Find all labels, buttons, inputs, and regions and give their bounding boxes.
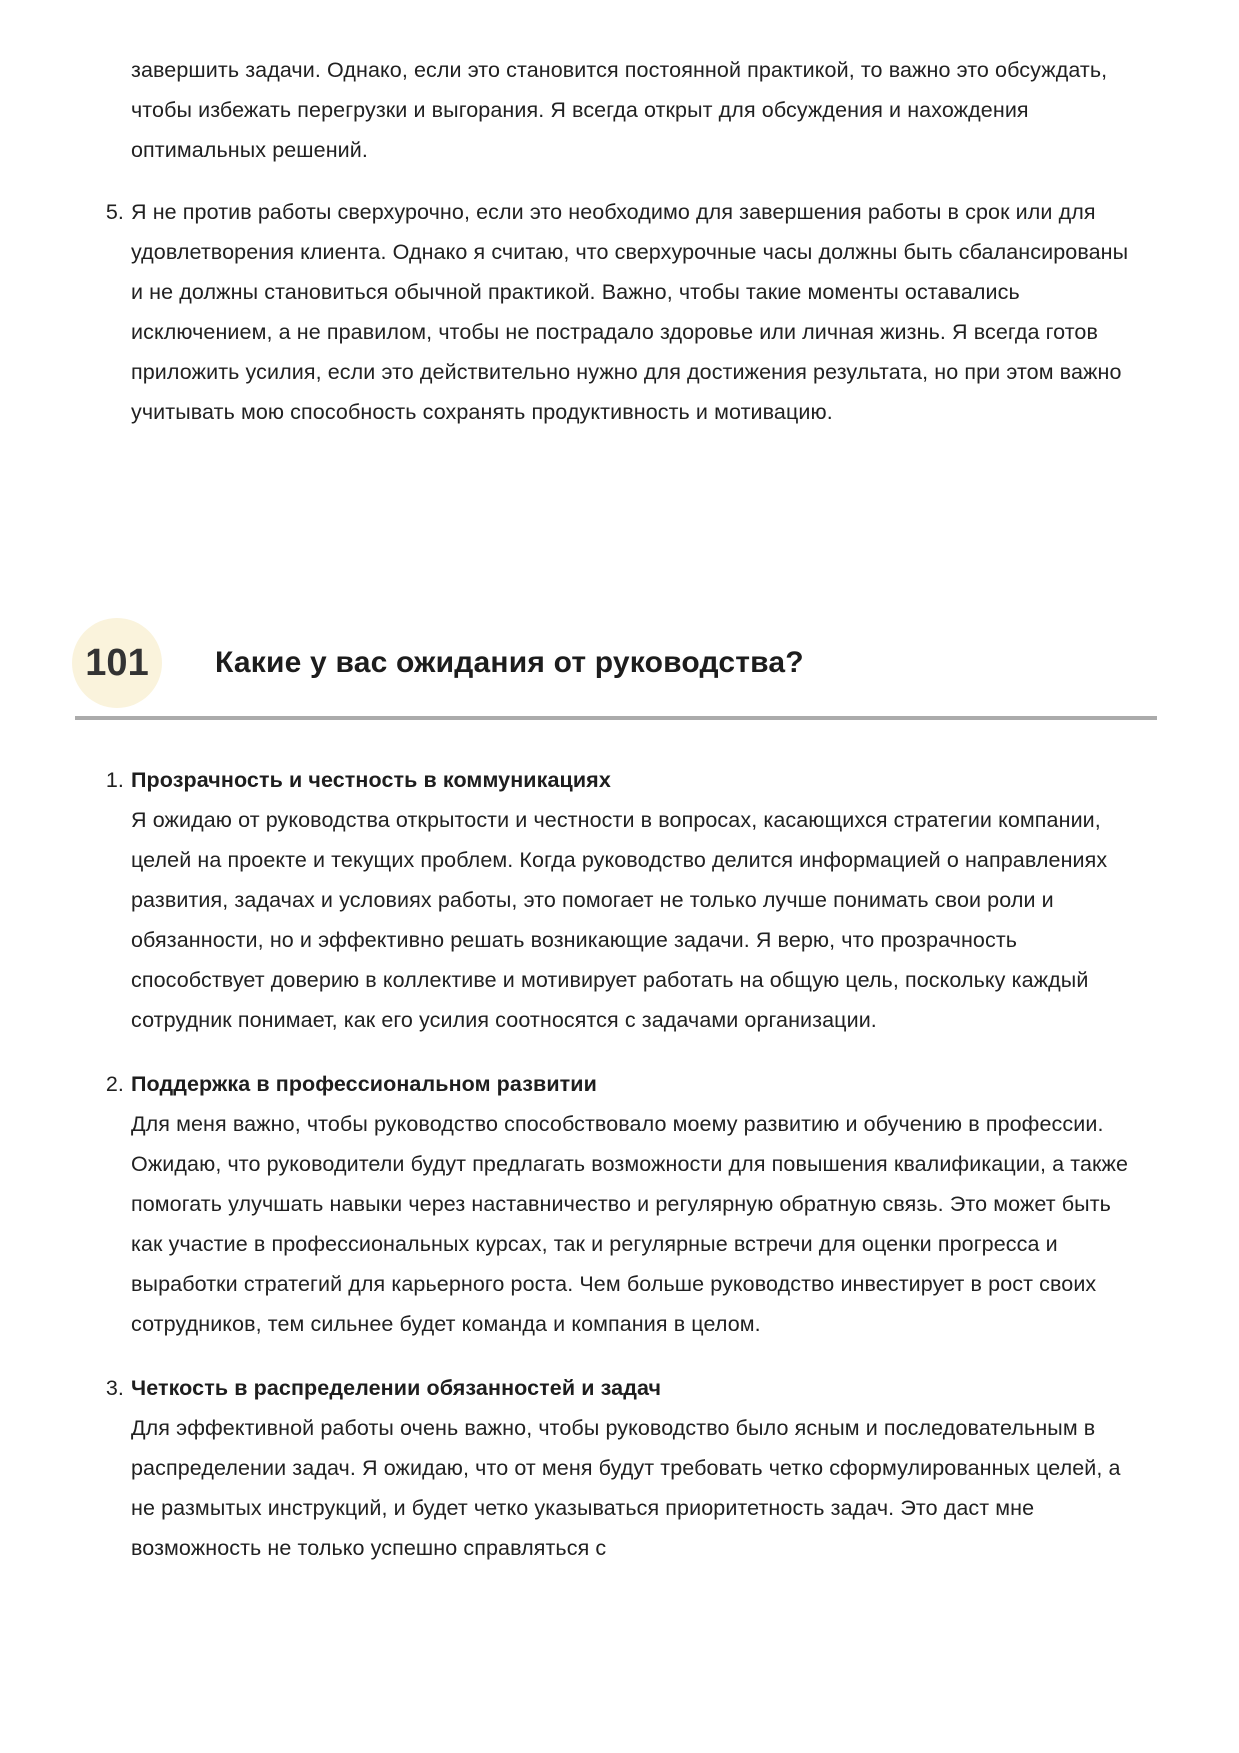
list-item xyxy=(105,1064,1137,1344)
list-item xyxy=(105,192,1137,432)
list-item-text: Для меня важно, чтобы руководство способствовало моему развитию и обучению в профессии. Ожидаю, что руководители будут предлагать возможности для повышения квалификации, а также помогать улучшать навыки через наставничество и регулярную обратную связь. Это может быть как участие в профессиональных курсах, так и регулярные встречи для оценки прогресса и выработки стратегий для карьерного роста. Чем больше руководство инвестирует в рост своих сотрудников, тем сильнее будет команда и компания в целом. xyxy=(131,1112,1129,1336)
section-divider xyxy=(75,716,1157,720)
list-item xyxy=(105,1368,1137,1568)
question-header xyxy=(72,618,1239,708)
list-item-number: 2. xyxy=(105,1072,124,1096)
list-item-text: Я не против работы сверхурочно, если это необходимо для завершения работы в срок или для удовлетворения клиента. Однако я считаю, что сверхурочные часы должны быть сбалансированы и не должны становиться обычной практикой. Важно, чтобы такие моменты оставались исключением, а не правилом, чтобы не пострадало здоровье или личная жизнь. Я всегда готов приложить усилия, если это действительно нужно для достижения результата, но при этом важно учитывать мою способность сохранять продуктивность и мотивацию. xyxy=(131,200,1129,424)
list-item-text: Для эффективной работы очень важно, чтобы руководство было ясным и последовательным в распределении задач. Я ожидаю, что от меня будут требовать четко сформулированных целей, а не размытых инструкций, и будет четко указываться приоритетность задач. Это даст мне возможность не только успешно справляться с xyxy=(131,1416,1121,1560)
list-item-heading: Прозрачность и честность в коммуникациях xyxy=(131,768,611,792)
question-number-badge: 101 xyxy=(72,618,162,708)
continuation-paragraph: завершить задачи. Однако, если это становится постоянной практикой, то важно это обсуждать, чтобы избежать перегрузки и выгорания. Я всегда открыт для обсуждения и нахождения оптимальных решений. xyxy=(131,58,1108,162)
list-item-number: 1. xyxy=(105,768,124,792)
list-item-text: Я ожидаю от руководства открытости и честности в вопросах, касающихся стратегии компании, целей на проекте и текущих проблем. Когда руководство делится информацией о направлениях развития, задачах и условиях работы, это помогает не только лучше понимать свои роли и обязанности, но и эффективно решать возникающие задачи. Я верю, что прозрачность способствует доверию в коллективе и мотивирует работать на общую цель, поскольку каждый сотрудник понимает, как его усилия соотносятся с задачами организации. xyxy=(131,808,1108,1032)
question-title: Какие у вас ожидания от руководства? xyxy=(215,646,804,679)
list-item-heading: Четкость в распределении обязанностей и задач xyxy=(131,1376,662,1400)
answer-list xyxy=(0,760,1239,1568)
list-item-number: 3. xyxy=(105,1376,124,1400)
list-item-number: 5. xyxy=(105,200,124,224)
list-item-heading: Поддержка в профессиональном развитии xyxy=(131,1072,597,1096)
list-item xyxy=(105,760,1137,1040)
previous-answer-continuation xyxy=(0,0,1239,432)
